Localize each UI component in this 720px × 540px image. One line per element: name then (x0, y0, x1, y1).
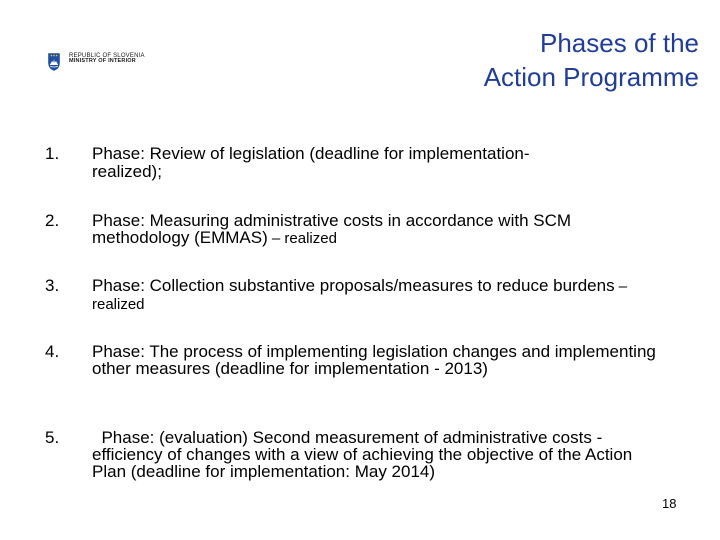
list-item-status: – realized (267, 230, 337, 247)
list-item-text: Phase: The process of implementing legislation changes and implementing other measures (deadline for implementation - 2013) (92, 342, 656, 378)
list-item-text: Phase: (evaluation) Second measurement of administrative costs - efficiency of changes with a view of achieving the objective of the Action Plan (deadline for implementation: May 2014) (92, 428, 637, 481)
slide-title (484, 26, 699, 94)
list-item-status: – realized (92, 278, 628, 313)
list-item-text-wrap (92, 277, 657, 313)
slovenia-coat-of-arms-icon (48, 53, 60, 71)
list-item-number: 3. (45, 276, 60, 295)
ministry-logo (48, 53, 145, 71)
slide-title-line-2: Action Programme (483, 62, 699, 92)
list-item-text: Phase: Collection substantive proposals/measures to reduce burdens (92, 276, 615, 295)
list-item-text: Phase: Measuring administrative costs in accordance with SCM methodology (EMMAS) (92, 211, 572, 247)
list-item-text-cont: realized); (92, 162, 162, 181)
list-item-number: 2. (45, 211, 60, 230)
logo-republic-text: REPUBLIC OF SLOVENIA (69, 53, 145, 59)
list-item-text-wrap (92, 212, 657, 247)
list-item-number: 1. (45, 144, 60, 163)
page-number: 18 (662, 496, 677, 511)
list-item-text: Phase: Review of legislation (deadline for implementation- (92, 144, 530, 163)
slide-title-line-1: Phases of the (540, 28, 699, 58)
list-item-number: 4. (45, 342, 60, 361)
logo-ministry-text: MINISTRY OF INTERIOR (69, 58, 136, 65)
list-item-number: 5. (45, 428, 60, 447)
